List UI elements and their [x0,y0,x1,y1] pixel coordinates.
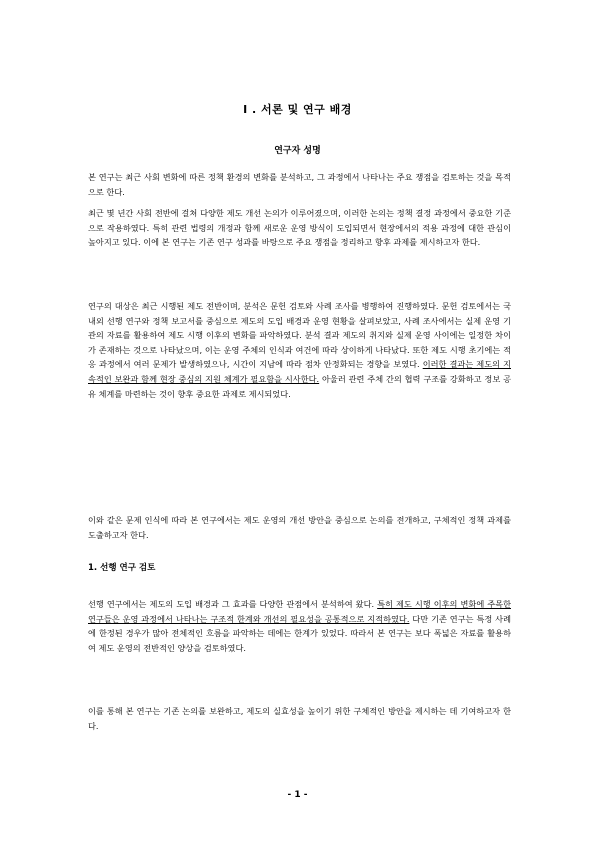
author-name: 연구자 성명 [274,146,321,156]
paragraph: 연구의 대상은 최근 시행된 제도 전반이며, 분석은 문헌 검토와 사례 조사를 병행하여 진행하였다. 문헌 검토에서는 국내외 선행 연구와 정책 보고서를 중심으로 제도의 도입 배경과 운영 현황을 살펴보았고, 사례 조사에서는 실제 운영 기관의 자료를 활용하여 제도 시행 이후의 변화를 파악하였다. 분석 결과 제도의 취지와 실제 운영 사이에는 일정한 차이가 존재하는 것으로 나타났으며, 이는 운영 주체의 인식과 여건에 따라 상이하게 나타났다. 또한 제도 시행 초기에는 적응 과정에서 여러 문제가 발생하였으나, 시간이 지남에 따라 점차 안정화되는 경향을 보였다. 이러한 결과는 제도의 지속적인 보완과 함께 현장 중심의 지원 체계가 필요함을 시사한다. 아울러 관련 주체 간의 협력 구조를 강화하고 정보 공유 체계를 마련하는 것이 향후 중요한 과제로 제시되었다. [88,301,512,399]
page-number: - 1 - [287,790,308,800]
paragraph: 최근 몇 년간 사회 전반에 걸쳐 다양한 제도 개선 논의가 이루어졌으며, 이러한 논의는 정책 결정 과정에서 중요한 기준으로 작용하였다. 특히 관련 법령의 개정과 함께 새로운 운영 방식이 도입되면서 현장에서의 적용 과정에 대한 관심이 높아지고 있다. 이에 본 연구는 기존 연구 성과를 바탕으로 주요 쟁점을 정리하고 향후 과제를 제시하고자 한다. [88,208,511,248]
paragraph: 이를 통해 본 연구는 기존 논의를 보완하고, 제도의 실효성을 높이기 위한 구체적인 방안을 제시하는 데 기여하고자 한다. [88,706,511,731]
section-heading: 1. 선행 연구 검토 [88,563,156,573]
paragraph: 이와 같은 문제 인식에 따라 본 연구에서는 제도 운영의 개선 방안을 중심으로 논의를 전개하고, 구체적인 정책 과제를 도출하고자 한다. [88,515,511,540]
underlined-text: 특히 제도 시행 이후의 변화에 주목한 연구들은 운영 과정에서 나타나는 구조적 한계와 개선의 필요성을 공통적으로 지적하였다. [88,599,511,624]
underlined-text: 이러한 결과는 제도의 지속적인 보완과 함께 현장 중심의 지원 체계가 필요함을 시사한다. [88,359,511,384]
document-title: I . 서론 및 연구 배경 [243,103,352,116]
paragraph: 선행 연구에서는 제도의 도입 배경과 그 효과를 다양한 관점에서 분석하여 왔다. 특히 제도 시행 이후의 변화에 주목한 연구들은 운영 과정에서 나타나는 구조적 한계와 개선의 필요성을 공통적으로 지적하였다. 다만 기존 연구는 특정 사례에 한정된 경우가 많아 전체적인 흐름을 파악하는 데에는 한계가 있었다. 따라서 본 연구는 보다 폭넓은 자료를 활용하여 제도 운영의 전반적인 양상을 검토하였다. [88,599,511,653]
paragraph: 본 연구는 최근 사회 변화에 따른 정책 환경의 변화를 분석하고, 그 과정에서 나타나는 주요 쟁점을 검토하는 것을 목적으로 한다. [88,172,511,197]
